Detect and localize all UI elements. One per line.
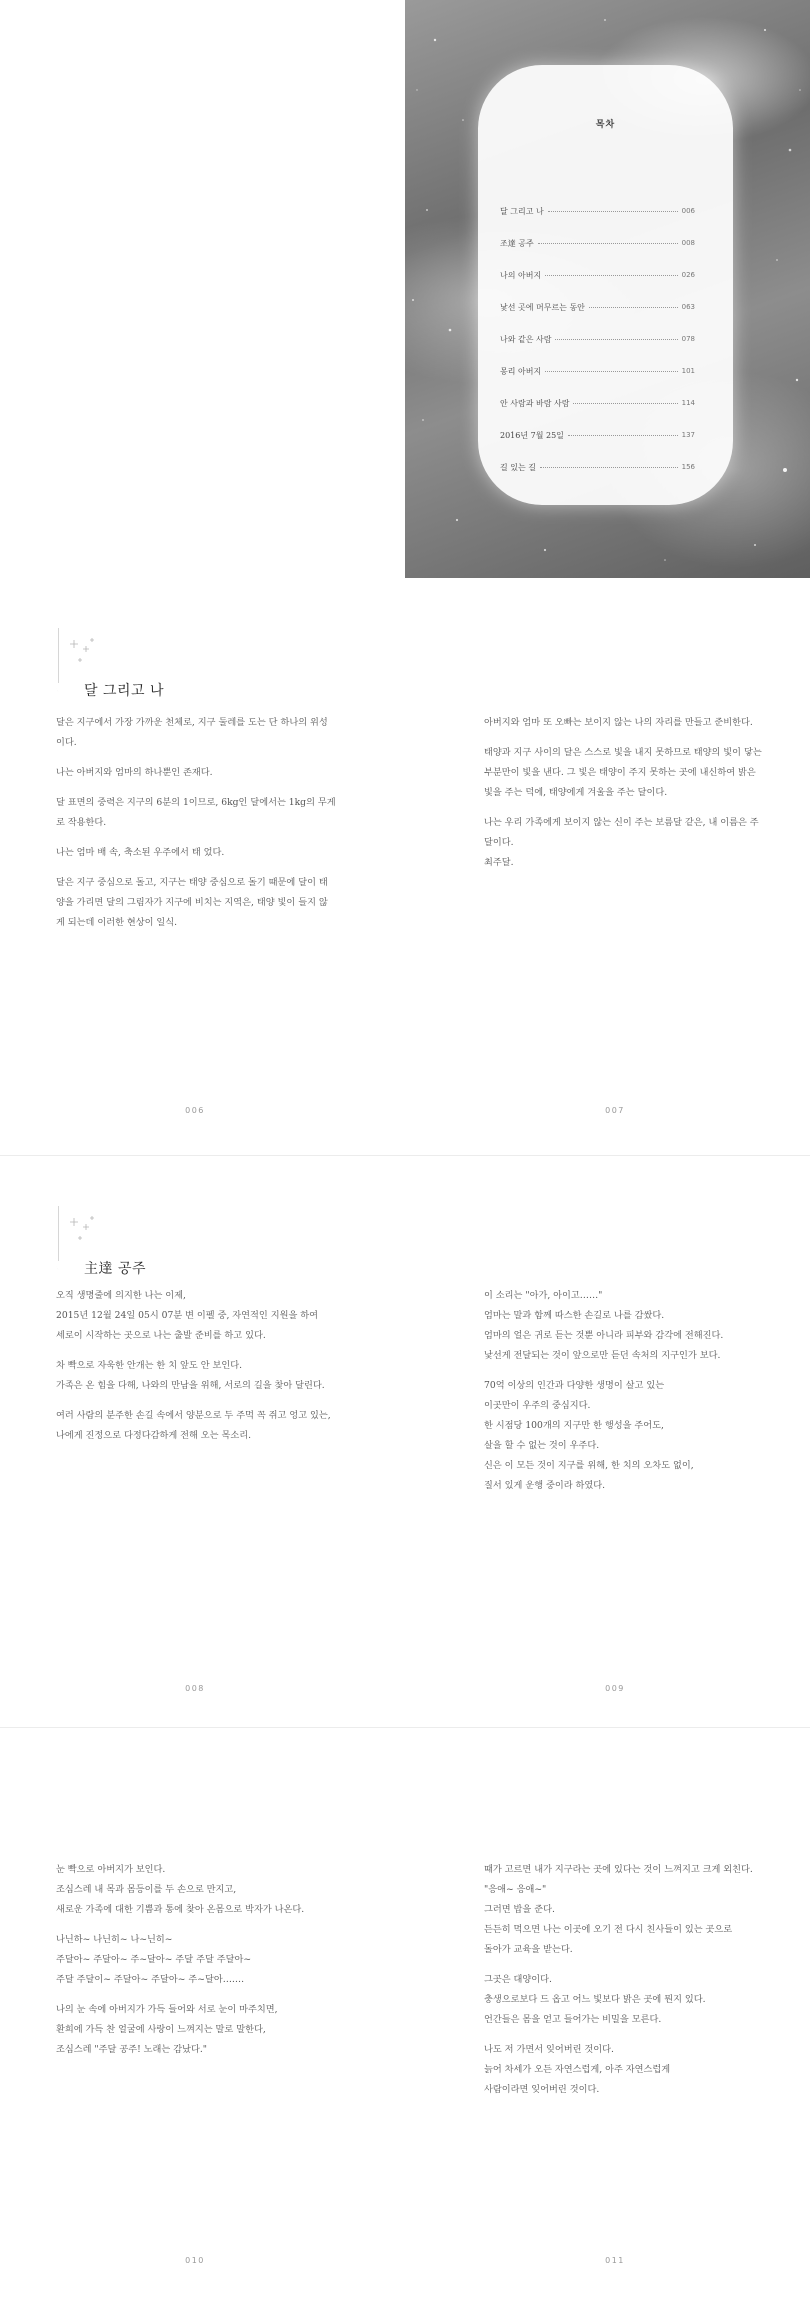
- toc-item-page: 026: [681, 271, 695, 279]
- toc-dot-leader: [589, 307, 678, 308]
- paragraph: 달 표면의 중력은 지구의 6분의 1이므로, 6kg인 달에서는 1kg의 무게 로 작용한다.: [56, 797, 336, 828]
- paragraph: 차 빡으로 자욱한 안개는 한 치 앞도 안 보인다. 가족은 온 힘을 다해, 나와의 만남을 위해, 서로의 길을 찾아 달린다.: [56, 1360, 325, 1391]
- toc-item-title: 달 그리고 나: [500, 206, 544, 216]
- chapter-heading: [48, 1206, 248, 1276]
- toc-item-page: 156: [681, 463, 695, 471]
- toc-dot-leader: [545, 275, 677, 276]
- page-009-body: [484, 1286, 794, 1506]
- toc-item-title: 길 있는 길: [500, 462, 536, 472]
- paragraph: 나는 우리 가족에게 보이지 않는 신이 주는 보름달 같은, 내 이름은 주 달이다. 최주달.: [484, 817, 759, 868]
- page-number: 011: [605, 2256, 625, 2265]
- toc-item[interactable]: [500, 227, 695, 259]
- toc-dot-leader: [573, 403, 677, 404]
- toc-item[interactable]: [500, 195, 695, 227]
- toc-item-page: 101: [681, 367, 695, 375]
- paragraph: 나는 엄마 배 속, 축소된 우주에서 태 었다.: [56, 847, 225, 858]
- crescent-moon-icon: [48, 668, 82, 698]
- crescent-moon-icon: [48, 1246, 82, 1276]
- toc-item-page: 114: [681, 399, 695, 407]
- toc-item-title: 나의 아버지: [500, 270, 542, 280]
- paragraph: 나도 저 가면서 잊어버린 것이다. 늙어 차세가 오든 자연스럽게, 아주 자연스럽게 사람이라면 잊어버린 것이다.: [484, 2044, 671, 2095]
- toc-item-title: 낯선 곳에 머무르는 동안: [500, 302, 585, 312]
- page-008-body: [56, 1286, 366, 1456]
- chapter1-spread: [0, 578, 810, 1156]
- paragraph: 여러 사람의 분주한 손길 속에서 양분으로 두 주먹 꼭 쥐고 엉고 있는, 나에게 진정으로 다정다감하게 전해 오는 목소리.: [56, 1410, 331, 1441]
- toc-item-page: 063: [681, 303, 695, 311]
- toc-item-page: 137: [681, 431, 695, 439]
- paragraph: 눈 빡으로 아버지가 보인다. 조심스레 내 목과 몸등이를 두 손으로 만지고, 새로운 가족에 대한 기쁨과 통에 찾아 온몸으로 박자가 나온다.: [56, 1864, 305, 1915]
- toc-list: [500, 195, 695, 483]
- toc-dot-leader: [538, 243, 678, 244]
- chapter2-spread: [0, 1156, 810, 1728]
- toc-item-page: 006: [681, 207, 695, 215]
- paragraph: 오직 생명줄에 의지한 나는 이제, 2015년 12월 24일 05시 07분 변 이펠 중, 자연적인 지원을 하여 세로이 시작하는 곳으로 나는 출발 준비를 하고 있다.: [56, 1290, 319, 1341]
- toc-title: 목차: [595, 120, 616, 130]
- page-007-body: [484, 713, 794, 883]
- page-011-body: [484, 1860, 794, 2110]
- page-number: 008: [185, 1684, 205, 1693]
- toc-card: [478, 65, 733, 505]
- toc-item[interactable]: [500, 259, 695, 291]
- chapter-title: 主達 공주: [84, 1261, 146, 1277]
- chapter-title: 달 그리고 나: [84, 683, 165, 699]
- paragraph: 때가 고르면 내가 지구라는 곳에 있다는 것이 느껴지고 크게 외친다. "응애~ 응애~" 그러면 밥을 준다. 든든히 먹으면 나는 이곳에 오기 전 다시 친사들이 있는 곳으로 돌아가 교육을 받는다.: [484, 1864, 753, 1955]
- toc-dot-leader: [555, 339, 677, 340]
- paragraph: 달은 지구에서 가장 가까운 천체로, 지구 둘레를 도는 단 하나의 위성 이다.: [56, 717, 328, 748]
- toc-item[interactable]: [500, 451, 695, 483]
- paragraph: 70억 이상의 인간과 다양한 생명이 살고 있는 이곳만이 우주의 중심지다. 한 시점당 100개의 지구만 한 행성을 주어도, 살을 할 수 없는 것이 우주다. 신은 이 모든 것이 지구를 위해, 한 치의 오차도 없이, 질서 있게 운행 중이라 하였다.: [484, 1380, 694, 1491]
- paragraph: 달은 지구 중심으로 돌고, 지구는 태양 중심으로 돌기 때문에 달이 태 양을 가리면 달의 그림자가 지구에 비치는 지역은, 태양 빛이 들지 않 게 되는데 이러한 현상이 일식.: [56, 877, 328, 928]
- page-number: 007: [605, 1106, 625, 1115]
- paragraph: 그곳은 대양이다. 충생으로보다 드 옵고 어느 빛보다 밝은 곳에 뭔지 있다. 언간들은 몸을 얻고 들어가는 비밀을 모른다.: [484, 1974, 706, 2025]
- page-010-body: [56, 1860, 366, 2070]
- toc-item[interactable]: [500, 419, 695, 451]
- toc-dot-leader: [545, 371, 677, 372]
- page-number: 009: [605, 1684, 625, 1693]
- toc-dot-leader: [548, 211, 678, 212]
- chapter-heading: [48, 628, 248, 698]
- toc-item-title: 안 사람과 바람 사람: [500, 398, 570, 408]
- paragraph: 태양과 지구 사이의 달은 스스로 빛을 내지 못하므로 태양의 빛이 닿는 부분만이 빛을 낸다. 그 빛은 태양이 주지 못하는 곳에 내신하여 밝은 빛을 주는 덕에, 태양에게 겨울을 주는 달이다.: [484, 747, 762, 798]
- paragraph: 나닌하~ 나닌히~ 나~닌히~ 주달아~ 주달아~ 주~달아~ 주달 주달 주달아~ 주달 주달이~ 주달아~ 주달아~ 주~달아…….: [56, 1934, 252, 1985]
- toc-item-title: 나와 같은 사람: [500, 334, 552, 344]
- toc-dot-leader: [540, 467, 678, 468]
- toc-item-title: 2016년 7월 25일: [500, 430, 564, 440]
- toc-item-title: 몽리 아버지: [500, 366, 542, 376]
- toc-spread: [0, 0, 810, 578]
- toc-item-page: 008: [681, 239, 695, 247]
- toc-item-page: 078: [681, 335, 695, 343]
- toc-item-title: 조達 공주: [500, 238, 534, 248]
- toc-dot-leader: [568, 435, 678, 436]
- toc-item[interactable]: [500, 291, 695, 323]
- galaxy-background: [405, 0, 810, 578]
- toc-item[interactable]: [500, 323, 695, 355]
- page-number: 006: [185, 1106, 205, 1115]
- chapter2-continued-spread: [0, 1728, 810, 2300]
- paragraph: 나는 아버지와 엄마의 하나뿐인 존재다.: [56, 767, 213, 778]
- paragraph: 나의 눈 속에 아버지가 가득 들어와 서로 눈이 마주치면, 환희에 가득 찬 얼굴에 사랑이 느껴지는 말로 말한다, 조심스레 "주달 공주! 노래는 감났다.": [56, 2004, 278, 2055]
- paragraph: 아버지와 엄마 또 오빠는 보이지 않는 나의 자리를 만들고 준비한다.: [484, 717, 753, 728]
- paragraph: 이 소리는 "아가, 아이고……" 엄마는 말과 함께 따스한 손길로 나를 감쌌다. 엄마의 얼은 귀로 듣는 것뿐 아니라 피부와 감각에 전해진다. 낯선게 전달되는 것이 앞으로만 듣던 속처의 지구인가 보다.: [484, 1290, 724, 1361]
- toc-item[interactable]: [500, 355, 695, 387]
- page-006-body: [56, 713, 366, 943]
- page-number: 010: [185, 2256, 205, 2265]
- toc-item[interactable]: [500, 387, 695, 419]
